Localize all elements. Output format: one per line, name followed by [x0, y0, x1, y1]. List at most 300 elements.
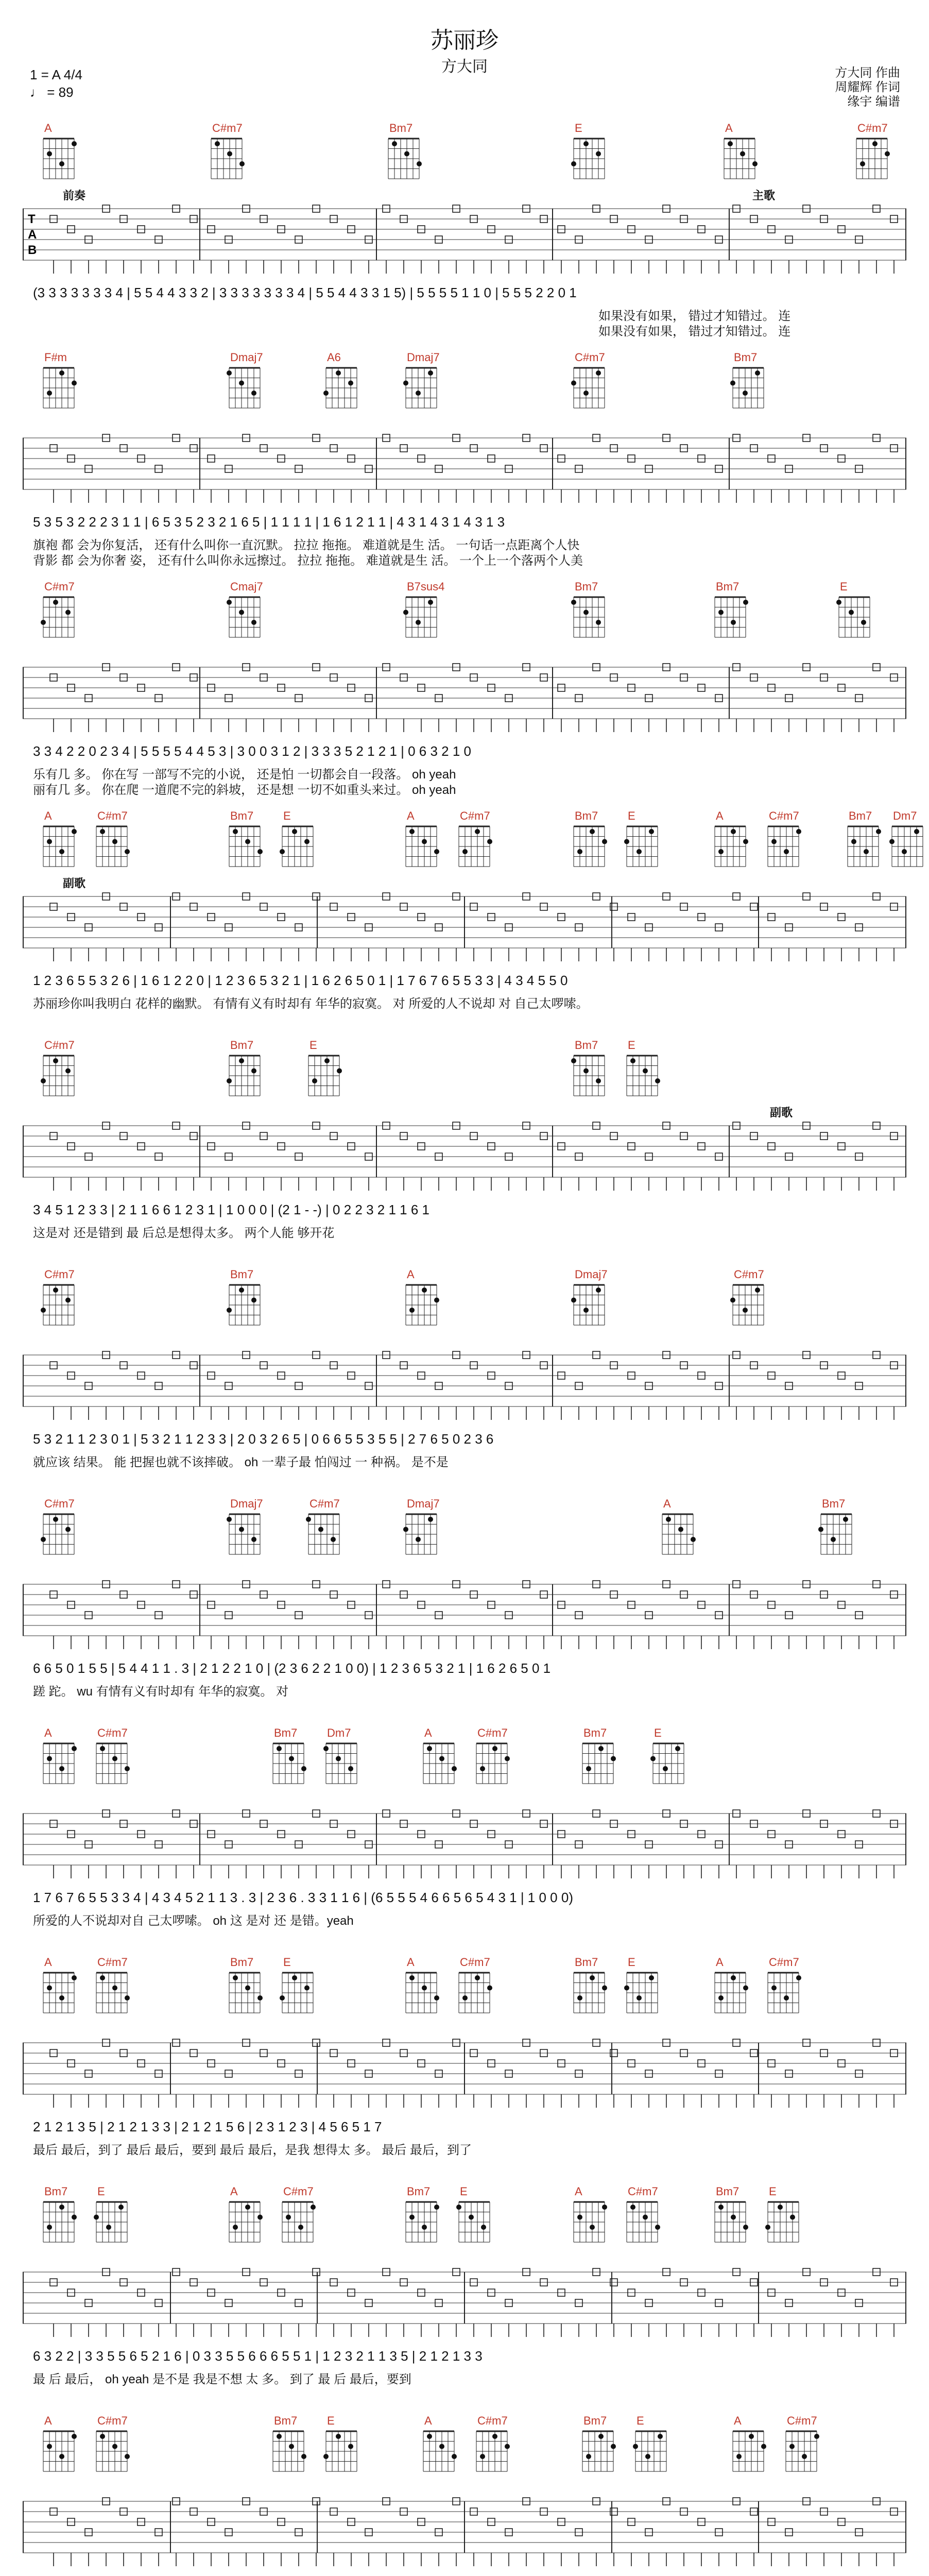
lyric-lines	[23, 1684, 906, 1717]
chord-name: Bm7	[274, 1726, 298, 1739]
chord-grid	[93, 1970, 130, 2016]
chord-grid	[208, 135, 245, 182]
chord-grid	[632, 2428, 669, 2475]
chord-diagram	[226, 1038, 272, 1101]
chord-grid	[571, 1970, 608, 2016]
notation-text: 3 4 5 1 2 3 3 | 2 1 1 6 6 1 2 3 1 | 1 0 0 0 | (2 1 - -) | 0 2 2 3 2 1 1 6 1	[33, 1202, 429, 1217]
chord-diagram	[818, 1497, 864, 1560]
chord-diagram	[571, 121, 617, 184]
chord-diagram	[632, 2414, 679, 2477]
chord-grid	[226, 2199, 263, 2245]
chord-grid	[403, 1282, 440, 1328]
chord-name: C#m7	[97, 1726, 128, 1739]
chord-diagram	[323, 350, 369, 414]
numbered-notation	[23, 514, 906, 535]
chord-grid	[270, 2428, 307, 2475]
tab-staff	[23, 198, 906, 281]
chord-diagram	[270, 1726, 316, 1789]
chord-diagram	[40, 809, 87, 872]
chord-grid	[323, 1740, 360, 1787]
chord-name: A	[44, 809, 52, 822]
chord-row	[23, 1267, 906, 1345]
chord-grid	[571, 1282, 608, 1328]
credit-lyricist: 周耀辉 作词	[835, 80, 900, 94]
chord-diagram	[279, 1955, 325, 2019]
chord-diagram	[40, 1038, 87, 1101]
chord-grid	[403, 1511, 440, 1557]
tab-staff	[23, 2491, 906, 2573]
chord-name: E	[769, 2185, 777, 2198]
chord-name: C#m7	[460, 809, 490, 822]
chord-name: Bm7	[583, 2414, 607, 2427]
credit-arranger: 缘宇 编谱	[847, 95, 900, 109]
chord-grid	[305, 1053, 342, 1099]
chord-diagram	[765, 2184, 811, 2248]
numbered-notation	[23, 1890, 906, 1910]
chord-diagram	[226, 1955, 272, 2019]
lyric-line: 就应该 结果。 能 把握也就不该摔破。 oh 一辈子最 怕闯过 一 种祸。 是不是	[33, 1455, 449, 1469]
chord-diagram	[853, 121, 900, 184]
chord-diagram	[473, 2414, 520, 2477]
chord-name: A	[716, 1956, 724, 1969]
chord-name: Dmaj7	[575, 1268, 608, 1281]
chord-diagram	[624, 1955, 670, 2019]
chord-name: Bm7	[575, 1956, 598, 1969]
chord-name: E	[575, 122, 582, 134]
chord-diagram	[40, 2184, 87, 2248]
chord-diagram	[40, 2414, 87, 2477]
chord-diagram	[403, 580, 449, 643]
lyric-lines	[23, 2372, 906, 2405]
chord-grid	[456, 1970, 493, 2016]
chord-name: A	[725, 122, 733, 134]
chord-name: E	[460, 2185, 468, 2198]
chord-grid	[624, 2199, 661, 2245]
chord-name: A	[44, 1956, 52, 1969]
chord-grid	[853, 135, 890, 182]
notation-text: 5 3 5 3 2 2 2 3 1 1 | 6 5 3 5 2 3 2 1 6 5 | 1 1 1 1 | 1 6 1 2 1 1 | 4 3 1 4 3 1 4 3 1 3	[33, 514, 505, 530]
chord-grid	[712, 2199, 749, 2245]
chord-grid	[730, 2428, 767, 2475]
chord-diagram	[765, 809, 811, 872]
chord-diagram	[93, 1726, 140, 1789]
chord-name: F#m	[44, 351, 67, 364]
numbered-notation	[23, 1202, 906, 1223]
chord-name: Bm7	[230, 1039, 254, 1052]
section-label: 前奏	[61, 187, 88, 203]
chord-grid	[571, 594, 608, 640]
chord-diagram	[783, 2414, 829, 2477]
chord-name: Bm7	[583, 1726, 607, 1739]
chord-diagram	[579, 2414, 626, 2477]
chord-grid	[845, 823, 882, 870]
chord-row	[23, 2414, 906, 2491]
lyric-lines	[23, 1455, 906, 1488]
chord-row	[23, 350, 906, 428]
chord-diagram	[40, 1497, 87, 1560]
chord-diagram	[712, 1955, 758, 2019]
chord-grid	[403, 2199, 440, 2245]
chord-grid	[279, 1970, 316, 2016]
chord-name: Bm7	[716, 580, 739, 593]
chord-name: C#m7	[212, 122, 243, 134]
chord-name: A	[407, 1268, 415, 1281]
chord-diagram	[93, 2184, 140, 2248]
chord-name: E	[628, 1956, 635, 1969]
svg-text:T: T	[28, 212, 36, 226]
lyric-line: 蹉 跎。 wu 有情有义有时却有 年华的寂寞。 对	[33, 1685, 289, 1699]
chord-grid	[40, 135, 77, 182]
chord-diagram	[226, 1267, 272, 1331]
chord-grid	[40, 1970, 77, 2016]
credits	[835, 66, 900, 109]
numbered-notation	[23, 2348, 906, 2369]
chord-name: E	[97, 2185, 105, 2198]
chord-grid	[456, 823, 493, 870]
chord-diagram	[305, 1497, 352, 1560]
notation-text: 5 3 2 1 1 2 3 0 1 | 5 3 2 1 1 2 3 3 | 2 0 3 2 6 5 | 0 6 6 5 5 3 5 5 | 2 7 6 5 0 2 3 6	[33, 1431, 494, 1447]
chord-name: Cmaj7	[230, 580, 263, 593]
chord-grid	[403, 823, 440, 870]
chord-diagram	[226, 809, 272, 872]
key-tempo-info	[30, 66, 82, 101]
chord-diagram	[385, 121, 432, 184]
numbered-notation	[23, 1660, 906, 1681]
chord-diagram	[473, 1726, 520, 1789]
chord-name: C#m7	[769, 1956, 799, 1969]
tempo-marking: ♩ = 89	[30, 84, 74, 100]
chord-name: C#m7	[477, 2414, 508, 2427]
lyric-lines	[23, 767, 906, 800]
chord-diagram	[93, 1955, 140, 2019]
chord-name: A	[716, 809, 724, 822]
chord-grid	[730, 365, 767, 411]
chord-grid	[40, 2428, 77, 2475]
chord-grid	[40, 1282, 77, 1328]
lyric-line: 丽有几 多。 你在爬 一道爬不完的斜坡， 还是想 一切不如重头来过。 oh yeah	[33, 783, 456, 797]
chord-name: A	[663, 1497, 671, 1510]
chord-name: A	[575, 2185, 582, 2198]
numbered-notation	[23, 285, 906, 306]
chord-name: A	[424, 1726, 432, 1739]
chord-name: C#m7	[769, 809, 799, 822]
lyric-line: 最 后 最后， oh yeah 是不是 我是不想 太 多。 到了 最 后 最后，要到	[33, 2372, 411, 2386]
svg-text:A: A	[28, 228, 37, 242]
chord-grid	[889, 823, 926, 870]
chord-diagram	[712, 580, 758, 643]
lyric-line: 背影 都 会为你奢 姿， 还有什么叫你永远擦过。 拉拉 拖拖。 难道就是生 活。 一个上一个落两个人美	[33, 554, 583, 568]
chord-diagram	[456, 809, 502, 872]
chord-grid	[571, 823, 608, 870]
chord-grid	[818, 1511, 855, 1557]
lyric-lines	[23, 309, 906, 342]
chord-diagram	[40, 1267, 87, 1331]
chord-grid	[571, 135, 608, 182]
lyric-line: 苏丽珍你叫我明白 花样的幽默。 有情有义有时却有 年华的寂寞。 对 所爱的人不说却 对 自己太啰嗦。	[33, 997, 589, 1011]
chord-diagram	[456, 2184, 502, 2248]
chord-name: A	[230, 2185, 238, 2198]
chord-grid	[323, 365, 360, 411]
chord-name: C#m7	[44, 1497, 75, 1510]
chord-name: C#m7	[44, 1268, 75, 1281]
section-label: 副歌	[768, 1104, 795, 1120]
chord-diagram	[226, 1497, 272, 1560]
numbered-notation	[23, 973, 906, 993]
chord-diagram	[40, 580, 87, 643]
chord-diagram	[403, 1267, 449, 1331]
chord-row	[23, 1726, 906, 1803]
chord-diagram	[279, 809, 325, 872]
chord-name: Bm7	[575, 809, 598, 822]
lyric-line: 如果没有如果， 错过才知错过。 连	[598, 325, 791, 338]
tab-staff	[23, 1574, 906, 1656]
chord-name: A	[734, 2414, 742, 2427]
chord-name: Dmaj7	[230, 1497, 263, 1510]
chord-grid	[420, 2428, 457, 2475]
chord-row	[23, 809, 917, 886]
chord-name: E	[309, 1039, 317, 1052]
chord-diagram	[40, 1955, 87, 2019]
chord-diagram	[420, 2414, 467, 2477]
chord-diagram	[624, 809, 670, 872]
chord-diagram	[650, 1726, 696, 1789]
chord-name: E	[654, 1726, 662, 1739]
chord-diagram	[226, 350, 272, 414]
chord-grid	[226, 1970, 263, 2016]
song-title: 苏丽珍	[431, 28, 498, 53]
chord-grid	[226, 1053, 263, 1099]
lyric-line: 旗袍 都 会为你复活， 还有什么叫你一直沉默。 拉拉 拖拖。 难道就是生 活。 一句话一点距离个人快	[33, 538, 580, 552]
chord-name: E	[628, 809, 635, 822]
section-label: 副歌	[61, 875, 88, 891]
chord-grid	[40, 1740, 77, 1787]
chord-grid	[650, 1740, 687, 1787]
chord-name: A	[407, 809, 415, 822]
chord-name: A	[44, 122, 52, 134]
lyric-lines	[23, 1226, 906, 1259]
chord-grid	[420, 1740, 457, 1787]
chord-row	[23, 1497, 906, 1574]
lyric-line: 乐有几 多。 你在写 一部写不完的小说， 还是怕 一切都会自一段落。 oh yeah	[33, 768, 456, 782]
chord-diagram	[730, 350, 776, 414]
chord-grid	[40, 1511, 77, 1557]
chord-diagram	[270, 2414, 316, 2477]
chord-name: Bm7	[230, 1956, 254, 1969]
chord-grid	[836, 594, 873, 640]
chord-name: Dm7	[893, 809, 917, 822]
chord-name: C#m7	[97, 1956, 128, 1969]
chord-name: E	[283, 809, 291, 822]
chord-grid	[93, 1740, 130, 1787]
chord-grid	[571, 365, 608, 411]
chord-diagram	[571, 350, 617, 414]
chord-diagram	[403, 1955, 449, 2019]
chord-diagram	[659, 1497, 706, 1560]
tab-staff	[23, 1115, 906, 1198]
chord-name: Dmaj7	[407, 351, 440, 364]
chord-grid	[579, 2428, 616, 2475]
chord-name: C#m7	[309, 1497, 340, 1510]
chord-name: C#m7	[787, 2414, 817, 2427]
chord-name: C#m7	[734, 1268, 764, 1281]
chord-diagram	[323, 1726, 369, 1789]
chord-grid	[712, 594, 749, 640]
lyric-lines	[23, 1913, 906, 1946]
chord-diagram	[40, 121, 87, 184]
tab-staff	[23, 428, 906, 510]
chord-diagram	[712, 809, 758, 872]
chord-diagram	[305, 1038, 352, 1101]
chord-grid	[226, 594, 263, 640]
chord-name: C#m7	[44, 1039, 75, 1052]
chord-diagram	[845, 809, 891, 872]
lyric-lines	[23, 538, 906, 571]
chord-grid	[40, 823, 77, 870]
chord-grid	[226, 823, 263, 870]
chord-name: Dmaj7	[230, 351, 263, 364]
credit-composer: 方大同 作曲	[835, 66, 900, 80]
chord-grid	[624, 823, 661, 870]
chord-grid	[403, 594, 440, 640]
chord-name: C#m7	[460, 1956, 490, 1969]
chord-diagram	[226, 580, 272, 643]
chord-grid	[323, 2428, 360, 2475]
chord-diagram	[403, 2184, 449, 2248]
lyric-lines	[23, 996, 906, 1029]
chord-grid	[473, 1740, 510, 1787]
lyric-line: 最后 最后，到了 最后 最后，要到 最后 最后，是我 想得太 多。 最后 最后，到了	[33, 2143, 472, 2157]
chord-diagram	[403, 809, 449, 872]
chord-grid	[403, 365, 440, 411]
chord-name: A6	[327, 351, 341, 364]
chord-diagram	[712, 2184, 758, 2248]
tab-staff	[23, 886, 906, 969]
chord-grid	[40, 594, 77, 640]
chord-name: E	[628, 1039, 635, 1052]
chord-name: B7sus4	[407, 580, 445, 593]
chord-row	[23, 1955, 906, 2032]
chord-diagram	[420, 1726, 467, 1789]
chord-grid	[765, 823, 802, 870]
chord-name: C#m7	[477, 1726, 508, 1739]
chord-name: E	[327, 2414, 335, 2427]
chord-diagram	[765, 1955, 811, 2019]
chord-diagram	[836, 580, 882, 643]
chord-grid	[279, 2199, 316, 2245]
chord-diagram	[323, 2414, 369, 2477]
chord-name: A	[424, 2414, 432, 2427]
chord-diagram	[403, 1497, 449, 1560]
chord-grid	[624, 1053, 661, 1099]
chord-name: Bm7	[389, 122, 413, 134]
chord-diagram	[571, 809, 617, 872]
chord-grid	[305, 1511, 342, 1557]
chord-diagram	[226, 2184, 272, 2248]
chord-diagram	[721, 121, 767, 184]
chord-diagram	[93, 809, 140, 872]
chord-grid	[765, 2199, 802, 2245]
chord-grid	[403, 1970, 440, 2016]
chord-grid	[579, 1740, 616, 1787]
chord-grid	[385, 135, 422, 182]
chord-diagram	[571, 1038, 617, 1101]
section-label: 主歌	[750, 187, 777, 203]
notation-text: 1 7 6 7 6 5 5 3 3 4 | 4 3 4 5 2 1 1 3 . 3 | 2 3 6 . 3 3 1 1 6 | (6 5 5 5 4 6 6 5 6 5 4 3 1 | 1 0 0 0)	[33, 1890, 573, 1905]
artist-name: 方大同	[441, 58, 488, 75]
chord-grid	[765, 1970, 802, 2016]
chord-grid	[93, 2428, 130, 2475]
notation-text: 6 6 5 0 1 5 5 | 5 4 4 1 1 . 3 | 2 1 2 2 1 0 | (2 3 6 2 2 1 0 0) | 1 2 3 6 5 3 2 1 | 1 6 2 6 5 0 1	[33, 1660, 551, 1676]
chord-name: E	[636, 2414, 644, 2427]
chord-grid	[279, 823, 316, 870]
notation-text: 1 2 3 6 5 5 3 2 6 | 1 6 1 2 2 0 | 1 2 3 6 5 3 2 1 | 1 6 2 6 5 0 1 | 1 7 6 7 6 5 5 3 3 | 4 3 4 5 5 0	[33, 973, 568, 988]
chord-diagram	[624, 1038, 670, 1101]
chord-name: A	[407, 1956, 415, 1969]
chord-grid	[40, 365, 77, 411]
chord-name: C#m7	[44, 580, 75, 593]
chord-grid	[659, 1511, 696, 1557]
chord-diagram	[730, 2414, 776, 2477]
chord-grid	[624, 1970, 661, 2016]
chord-name: C#m7	[97, 809, 128, 822]
numbered-notation	[23, 1431, 906, 1452]
chord-name: A	[44, 1726, 52, 1739]
notation-text: (3 3 3 3 3 3 3 4 | 5 5 4 4 3 3 2 | 3 3 3 3 3 3 3 4 | 5 5 4 4 3 3 1 5) | 5 5 5 5 1 1 0 | 5 5 5 2 2 0 1	[33, 285, 577, 300]
chord-diagram	[889, 809, 929, 872]
chord-name: Bm7	[230, 1268, 254, 1281]
chord-name: Bm7	[716, 2185, 739, 2198]
chord-grid	[783, 2428, 820, 2475]
chord-name: Bm7	[575, 580, 598, 593]
chord-grid	[93, 823, 130, 870]
tab-staff	[23, 1345, 906, 1427]
chord-grid	[571, 2199, 608, 2245]
tab-staff	[23, 2032, 906, 2115]
tab-staff	[23, 1803, 906, 1886]
chord-name: C#m7	[97, 2414, 128, 2427]
chord-row	[23, 2184, 906, 2262]
chord-grid	[270, 1740, 307, 1787]
chord-diagram	[456, 1955, 502, 2019]
chord-grid	[226, 1282, 263, 1328]
chord-name: Bm7	[734, 351, 758, 364]
chord-grid	[226, 1511, 263, 1557]
chord-grid	[571, 1053, 608, 1099]
chord-diagram	[93, 2414, 140, 2477]
chord-diagram	[279, 2184, 325, 2248]
chord-name: A	[44, 2414, 52, 2427]
chord-name: C#m7	[283, 2185, 314, 2198]
chord-grid	[456, 2199, 493, 2245]
chord-name: Bm7	[849, 809, 872, 822]
chord-name: Bm7	[274, 2414, 298, 2427]
chord-grid	[473, 2428, 510, 2475]
chord-grid	[721, 135, 758, 182]
chord-diagram	[579, 1726, 626, 1789]
chord-grid	[40, 2199, 77, 2245]
chord-grid	[226, 365, 263, 411]
chord-name: Bm7	[822, 1497, 846, 1510]
chord-diagram	[571, 1267, 617, 1331]
lyric-line: 如果没有如果， 错过才知错过。 连	[598, 309, 791, 323]
lyric-line: 所爱的人不说却对自 己太啰嗦。 oh 这 是对 还 是错。yeah	[33, 1914, 354, 1928]
chord-diagram	[730, 1267, 776, 1331]
chord-row	[23, 580, 906, 657]
chord-name: E	[283, 1956, 291, 1969]
chord-diagram	[40, 1726, 87, 1789]
notation-text: 3 3 4 2 2 0 2 3 4 | 5 5 5 5 4 4 5 3 | 3 0 0 3 1 2 | 3 3 3 5 2 1 2 1 | 0 6 3 2 1 0	[33, 743, 471, 759]
chord-name: C#m7	[857, 122, 888, 134]
